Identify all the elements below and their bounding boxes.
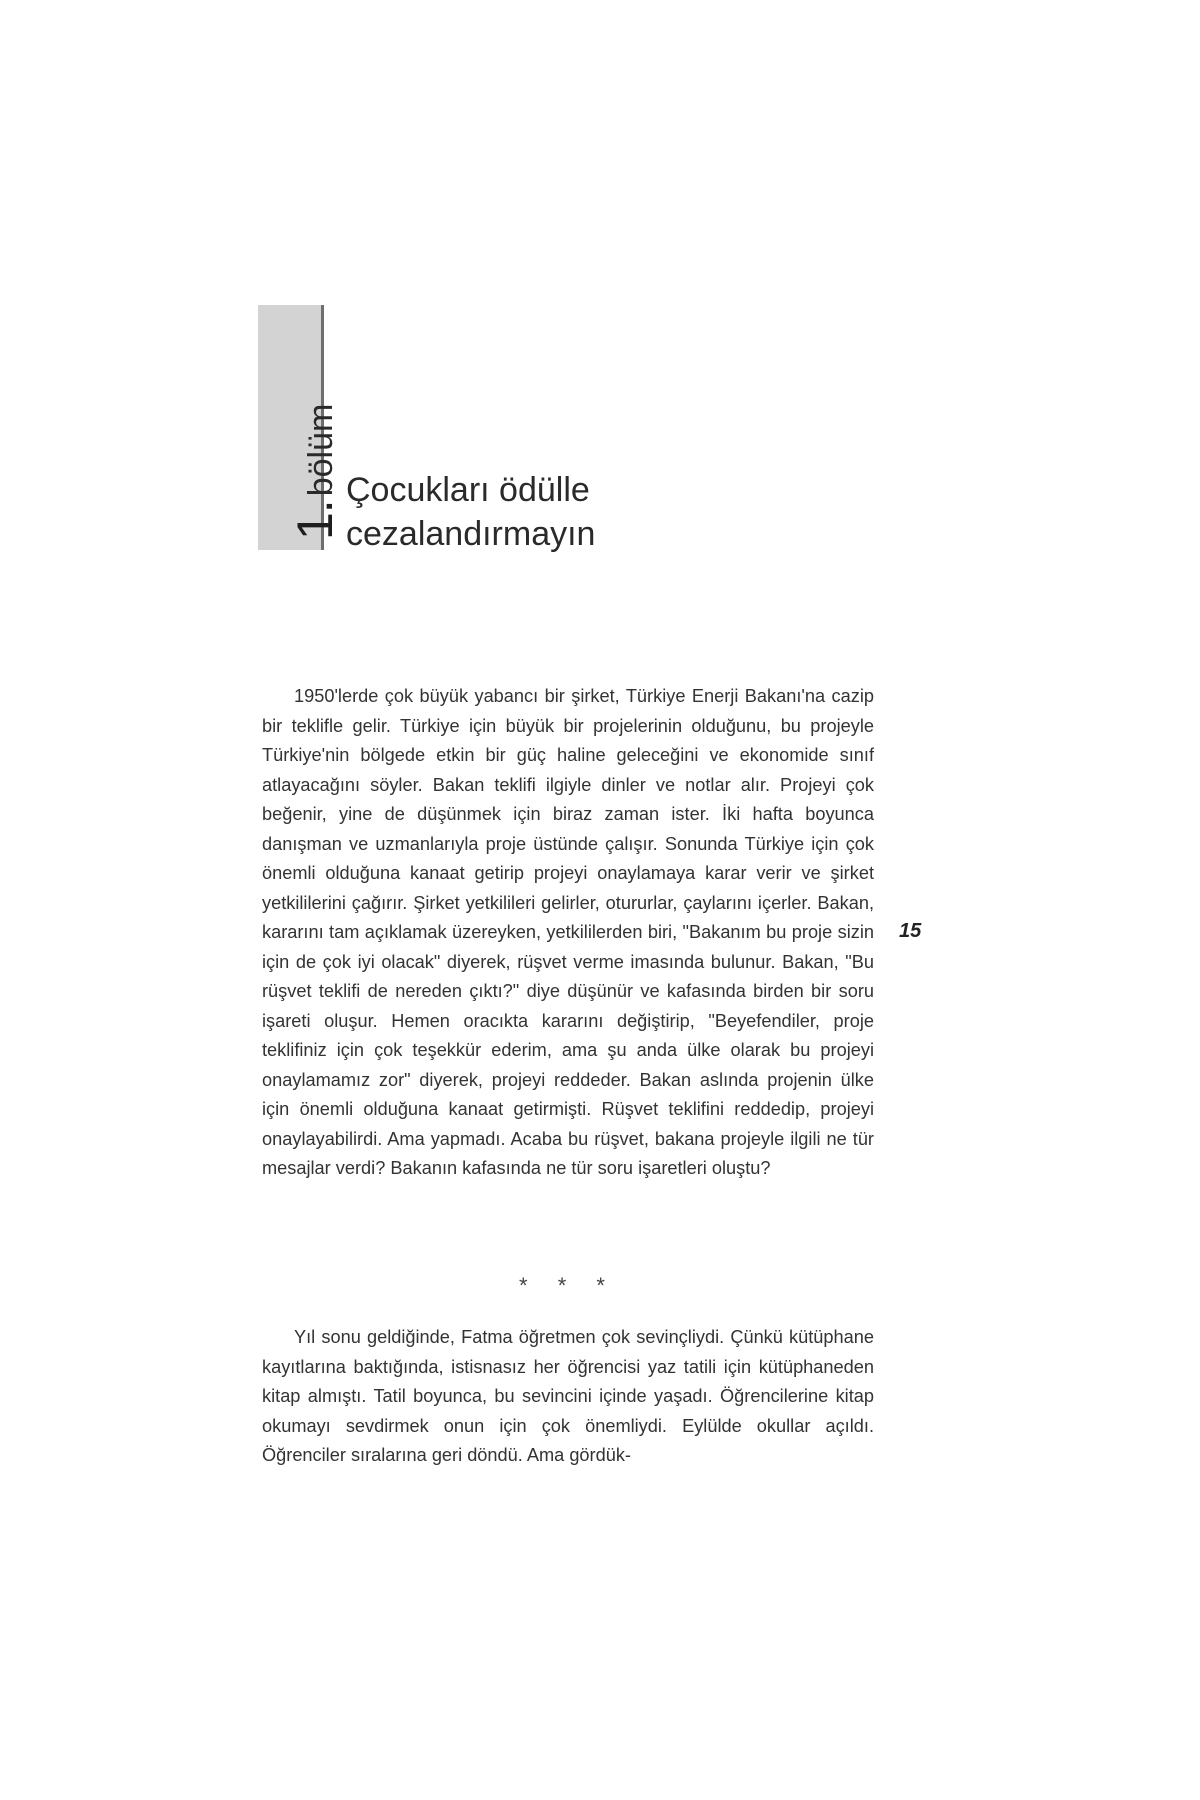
chapter-title bbox=[346, 468, 766, 556]
body-paragraph-2-container bbox=[262, 1323, 874, 1471]
chapter-number: 1. bbox=[287, 500, 343, 540]
chapter-title-line-1: Çocukları ödülle bbox=[346, 471, 590, 509]
body-paragraph-1-container bbox=[262, 682, 874, 1184]
page-number: 15 bbox=[899, 920, 922, 942]
body-paragraph: 1950'lerde çok büyük yabancı bir şirket, Türkiye Enerji Bakanı'na cazip bir teklifle gelir. Türkiye için büyük bir projelerinin olduğunu, bu projeyle Türkiye'nin bölgede etkin bir güç haline geleceğini ve ekonomide sınıf atlayacağını söyler. Bakan teklifi ilgiyle dinler ve notlar alır. Projeyi çok beğenir, yine de düşünmek için biraz zaman ister. İki hafta boyunca danışman ve uzmanlarıyla proje üstünde çalışır. Sonunda Türkiye için çok önemli olduğuna kanaat getirip projeyi onaylamaya karar verir ve şirket yetkililerini çağırır. Şirket yetkilileri gelirler, otururlar, çaylarını içerler. Bakan, kararını tam açıklamak üzereyken, yetkililerden biri, "Bakanım bu proje sizin için de çok iyi olacak" diyerek, rüşvet verme imasında bulunur. Bakan, "Bu rüşvet teklifi de nereden çıktı?" diye düşünür ve kafasında birden bir soru işareti oluşur. Hemen oracıkta kararını değiştirip, "Beyefendiler, proje teklifiniz için çok teşekkür ederim, ama şu anda ülke olarak bu projeyi onaylamamız zor" diyerek, projeyi reddeder. Bakan aslında projenin ülke için önemli olduğuna kanaat getirmişti. Rüşvet teklifini reddedip, projeyi onaylayabilirdi. Ama yapmadı. Acaba bu rüşvet, bakana projeyle ilgili ne tür mesajlar verdi? Bakanın kafasında ne tür soru işaretleri oluştu? bbox=[262, 686, 874, 1178]
chapter-title-line-2: cezalandırmayın bbox=[346, 515, 596, 553]
body-paragraph: Yıl sonu geldiğinde, Fatma öğretmen çok sevinçliydi. Çünkü kütüphane kayıtlarına baktığında, istisnasız her öğrencisi yaz tatili için kütüphaneden kitap almıştı. Tatil boyunca, bu sevincini içinde yaşadı. Öğrencilerine kitap okumayı sevdirmek onun için çok önemliydi. Eylülde okullar açıldı. Öğrenciler sıralarına geri döndü. Ama gördük- bbox=[262, 1327, 874, 1465]
chapter-label bbox=[287, 403, 343, 540]
chapter-word: bölüm bbox=[302, 403, 340, 497]
section-separator: * * * bbox=[519, 1273, 617, 1298]
